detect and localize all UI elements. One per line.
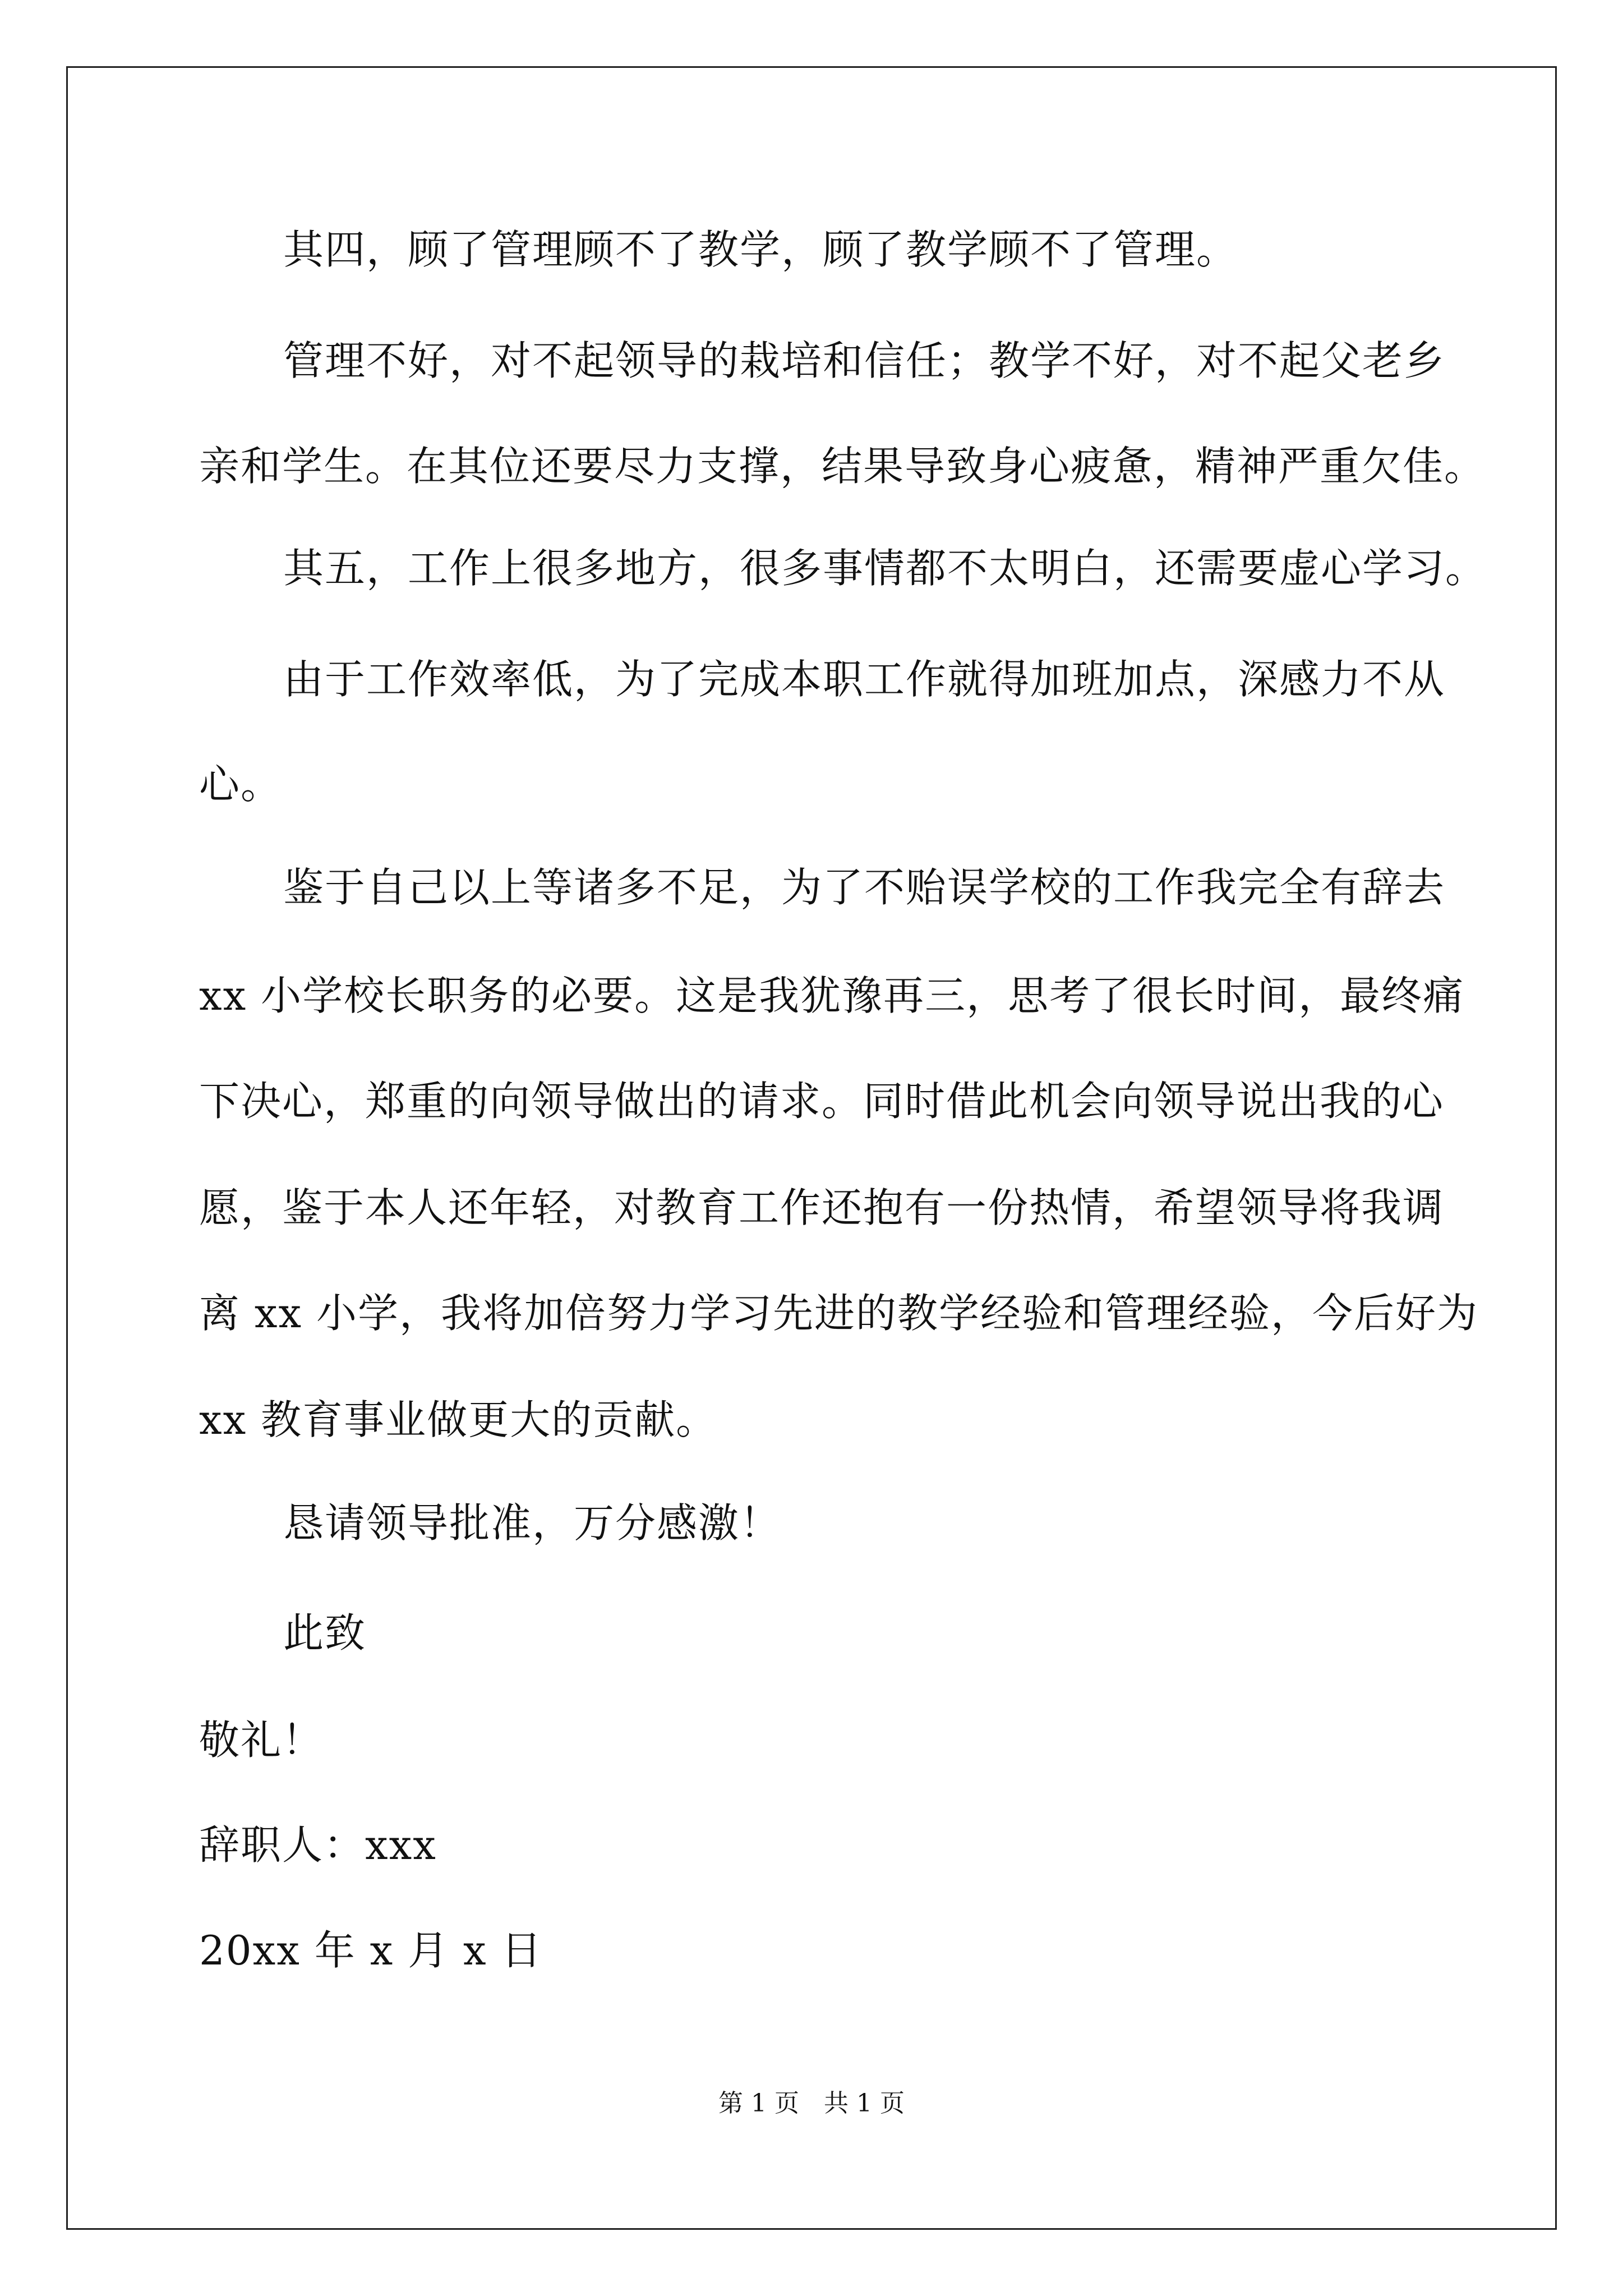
paragraph-line: 其五，工作上很多地方，很多事情都不太明白，还需要虚心学习。: [283, 545, 1487, 592]
closing-salutation: 此致: [283, 1609, 367, 1657]
paragraph-line: 心。: [199, 761, 283, 808]
signature-line: 辞职人：xxx: [199, 1821, 437, 1869]
date-line: 20xx 年 x 月 x 日: [199, 1927, 543, 1974]
page-footer: 第 1 页 共 1 页: [718, 2089, 905, 2118]
paragraph-line: 亲和学生。在其位还要尽力支撑，结果导致身心疲惫，精神严重欠佳。: [199, 443, 1486, 490]
paragraph-line: 管理不好，对不起领导的栽培和信任；教学不好，对不起父老乡: [283, 337, 1446, 384]
paragraph-line: 由于工作效率低，为了完成本职工作就得加班加点，深感力不从: [283, 656, 1446, 703]
paragraph-line: 鉴于自己以上等诸多不足，为了不贻误学校的工作我完全有辞去: [283, 864, 1446, 911]
paragraph-line: 恳请领导批准，万分感激！: [283, 1499, 782, 1547]
closing-regards: 敬礼！: [199, 1717, 324, 1764]
paragraph-line: xx 教育事业做更大的贡献。: [199, 1396, 718, 1443]
paragraph-line: 下决心，郑重的向领导做出的请求。同时借此机会向领导说出我的心: [199, 1078, 1445, 1125]
page-border: [66, 66, 1557, 2230]
paragraph-line: xx 小学校长职务的必要。这是我犹豫再三，思考了很长时间，最终痛: [199, 972, 1465, 1019]
paragraph-line: 离 xx 小学，我将加倍努力学习先进的教学经验和管理经验，今后好为: [199, 1290, 1478, 1337]
paragraph-line: 其四，顾了管理顾不了教学，顾了教学顾不了管理。: [283, 226, 1238, 273]
paragraph-line: 愿，鉴于本人还年轻，对教育工作还抱有一份热情，希望领导将我调: [199, 1184, 1445, 1231]
